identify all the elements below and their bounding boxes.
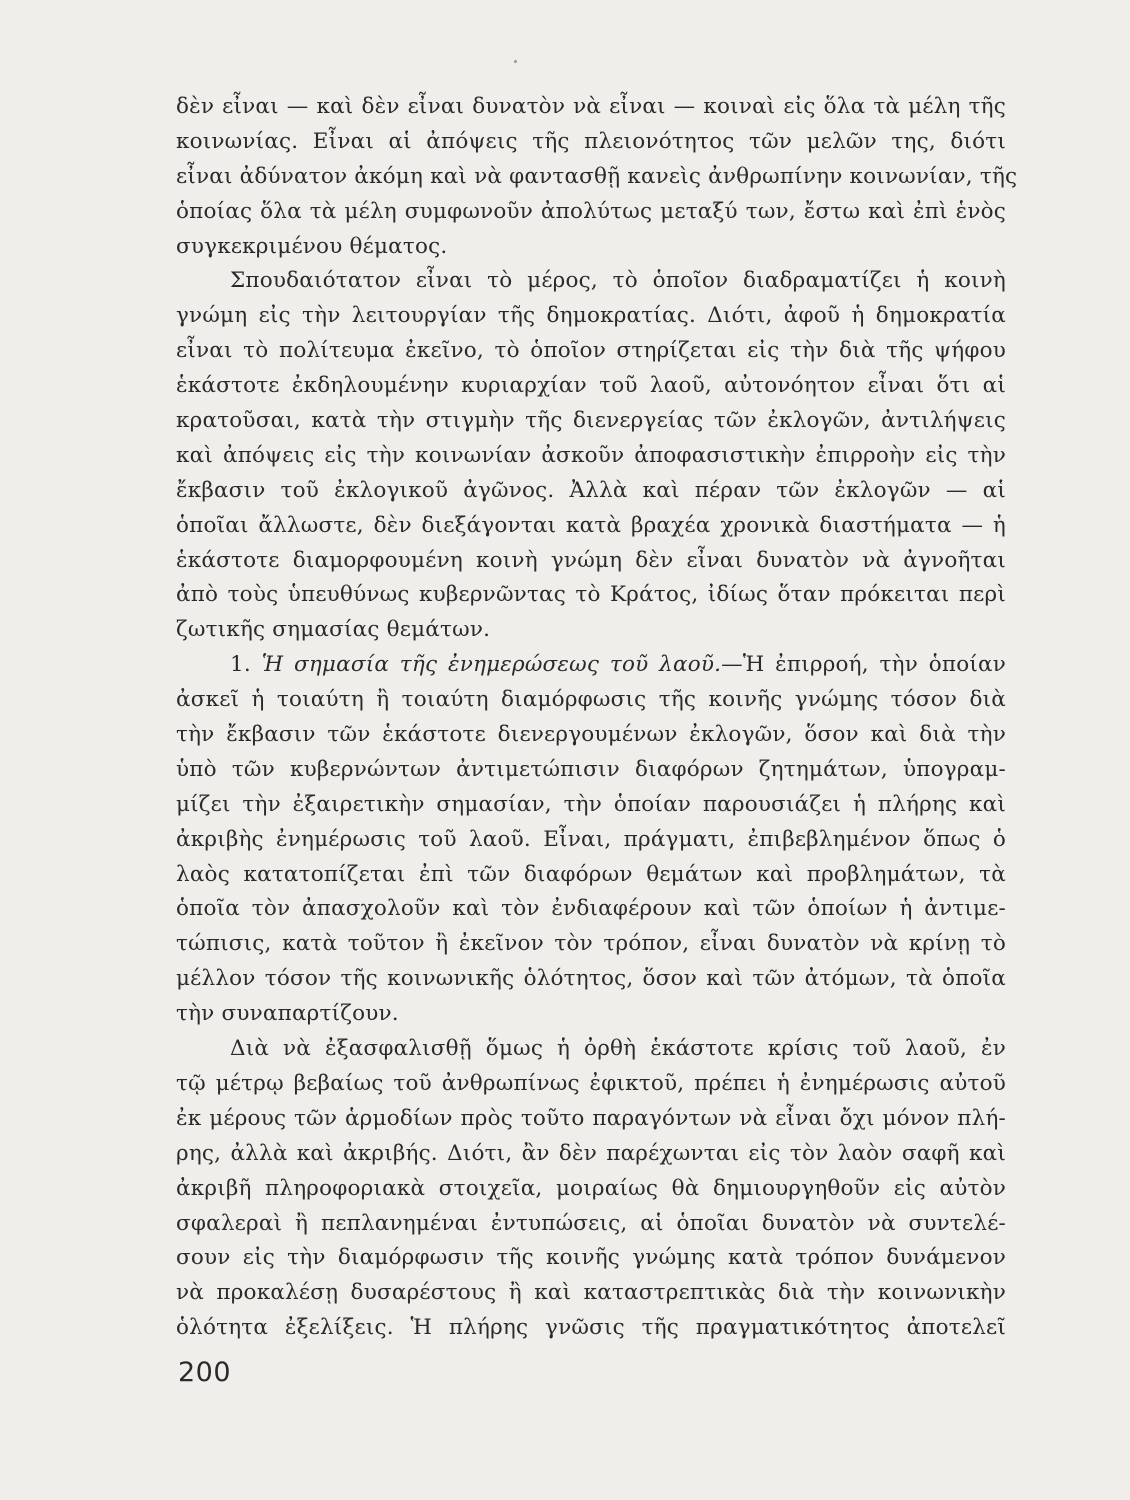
text-line: λαὸς κατατοπίζεται ἐπὶ τῶν διαφόρων θεμάτων καὶ προβλημάτων, τὰ [176,861,1006,887]
text-line: ἑκάστοτε διαμορφουμένη κοινὴ γνώμη δὲν εἶναι δυνατὸν νὰ ἀγνοῆται [176,547,1006,573]
text-line: ρης, ἀλλὰ καὶ ἀκριβής. Διότι, ἂν δὲν παρέχωνται εἰς τὸν λαὸν σαφῆ καὶ [176,1140,1006,1166]
text-line: τὴν συναπαρτίζουν. [176,1001,399,1027]
text-line: σουν εἰς τὴν διαμόρφωσιν τῆς κοινῆς γνώμης κατὰ τρόπον δυνάμενον [176,1245,1006,1271]
text-line: ἔκβασιν τοῦ ἐκλογικοῦ ἀγῶνος. Ἀλλὰ καὶ πέραν τῶν ἐκλογῶν — αἱ [176,477,1006,503]
text-line: τῷ μέτρῳ βεβαίως τοῦ ἀνθρωπίνως ἐφικτοῦ, πρέπει ἡ ἐνημέρωσις αὐτοῦ [176,1070,1006,1096]
text-line: ὁλότητα ἐξελίξεις. Ἡ πλήρης γνῶσις τῆς πραγματικότητος ἀποτελεῖ [176,1315,1006,1341]
text-line: ἀκριβῆ πληροφοριακὰ στοιχεῖα, μοιραίως θὰ δημιουργηθοῦν εἰς αὐτὸν [176,1175,1006,1201]
section-first-line-rest: —Ἡ ἐπιρροή, τὴν ὁποίαν [721,652,1006,678]
text-line: ὁποῖαι ἄλλωστε, δὲν διεξάγονται κατὰ βραχέα χρονικὰ διαστήματα — ἡ [176,512,1006,538]
section-heading-line [176,648,1006,683]
text-line: ἀσκεῖ ἡ τοιαύτη ἢ τοιαύτη διαμόρφωσις τῆς κοινῆς γνώμης τόσον διὰ [176,687,1006,713]
text-line: ἐκ μέρους τῶν ἁρμοδίων πρὸς τοῦτο παραγόντων νὰ εἶναι ὄχι μόνον πλή- [176,1105,1006,1131]
body-text [176,90,1018,1346]
text-line: ὑπὸ τῶν κυβερνώντων ἀντιμετώπισιν διαφόρων ζητημάτων, ὑπογραμ- [176,756,1006,782]
text-line: συγκεκριμένου θέματος. [176,233,448,259]
section-title: Ἡ σημασία τῆς ἐνημερώσεως τοῦ λαοῦ. [261,652,722,678]
text-line: εἶναι ἀδύνατον ἀκόμη καὶ νὰ φαντασθῇ κανεὶς ἀνθρωπίνην κοινωνίαν, τῆς [176,163,1018,189]
text-line: ἑκάστοτε ἐκδηλουμένην κυριαρχίαν τοῦ λαοῦ, αὐτονόητον εἶναι ὅτι αἱ [176,373,1006,399]
text-line: ὁποῖα τὸν ἀπασχολοῦν καὶ τὸν ἐνδιαφέρουν καὶ τῶν ὁποίων ἡ ἀντιμε- [176,896,1006,922]
text-line: γνώμη εἰς τὴν λειτουργίαν τῆς δημοκρατίας. Διότι, ἀφοῦ ἡ δημοκρατία [176,303,1006,329]
text-line: κοινωνίας. Εἶναι αἱ ἀπόψεις τῆς πλειονότητος τῶν μελῶν της, διότι [176,128,1006,154]
text-line: δὲν εἶναι — καὶ δὲν εἶναι δυνατὸν νὰ εἶναι — κοιναὶ εἰς ὅλα τὰ μέλη τῆς [176,94,1006,119]
paper-speck [514,60,517,63]
text-line: ἀκριβὴς ἐνημέρωσις τοῦ λαοῦ. Εἶναι, πράγματι, ἐπιβεβλημένον ὅπως ὁ [176,826,1006,852]
text-line: τὴν ἔκβασιν τῶν ἑκάστοτε διενεργουμένων ἐκλογῶν, ὅσον καὶ διὰ τὴν [176,722,1006,748]
text-line: μέλλον τόσον τῆς κοινωνικῆς ὁλότητος, ὅσον καὶ τῶν ἀτόμων, τὰ ὁποῖα [176,966,1006,992]
page-number: 200 [178,1357,232,1388]
text-line: τώπισις, κατὰ τοῦτον ἢ ἐκεῖνον τὸν τρόπον, εἶναι δυνατὸν νὰ κρίνῃ τὸ [176,931,1006,957]
text-line: καὶ ἀπόψεις εἰς τὴν κοινωνίαν ἀσκοῦν ἀποφασιστικὴν ἐπιρροὴν εἰς τὴν [176,442,1006,468]
text-line: νὰ προκαλέσῃ δυσαρέστους ἢ καὶ καταστρεπτικὰς διὰ τὴν κοινωνικὴν [176,1280,1006,1306]
text-line: ὁποίας ὅλα τὰ μέλη συμφωνοῦν ἀπολύτως μεταξύ των, ἔστω καὶ ἐπὶ ἑνὸς [176,198,1006,224]
text-line: ἀπὸ τοὺς ὑπευθύνως κυβερνῶντας τὸ Κράτος, ἰδίως ὅταν πρόκειται περὶ [176,582,1006,608]
text-line: ζωτικῆς σημασίας θεμάτων. [176,617,491,643]
section-number: 1. [230,652,251,678]
text-line: σφαλεραὶ ἢ πεπλανημέναι ἐντυπώσεις, αἱ ὁποῖαι δυνατὸν νὰ συντελέ- [176,1210,1006,1236]
text-line: Διὰ νὰ ἐξασφαλισθῇ ὅμως ἡ ὀρθὴ ἑκάστοτε κρίσις τοῦ λαοῦ, ἐν [230,1036,1006,1062]
text-line: εἶναι τὸ πολίτευμα ἐκεῖνο, τὸ ὁποῖον στηρίζεται εἰς τὴν διὰ τῆς ψήφου [176,338,1006,364]
text-line: Σπουδαιότατον εἶναι τὸ μέρος, τὸ ὁποῖον διαδραματίζει ἡ κοινὴ [230,268,1006,294]
text-line: κρατοῦσαι, κατὰ τὴν στιγμὴν τῆς διενεργείας τῶν ἐκλογῶν, ἀντιλήψεις [176,408,1006,434]
text-line: μίζει τὴν ἐξαιρετικὴν σημασίαν, τὴν ὁποίαν παρουσιάζει ἡ πλήρης καὶ [176,791,1006,817]
